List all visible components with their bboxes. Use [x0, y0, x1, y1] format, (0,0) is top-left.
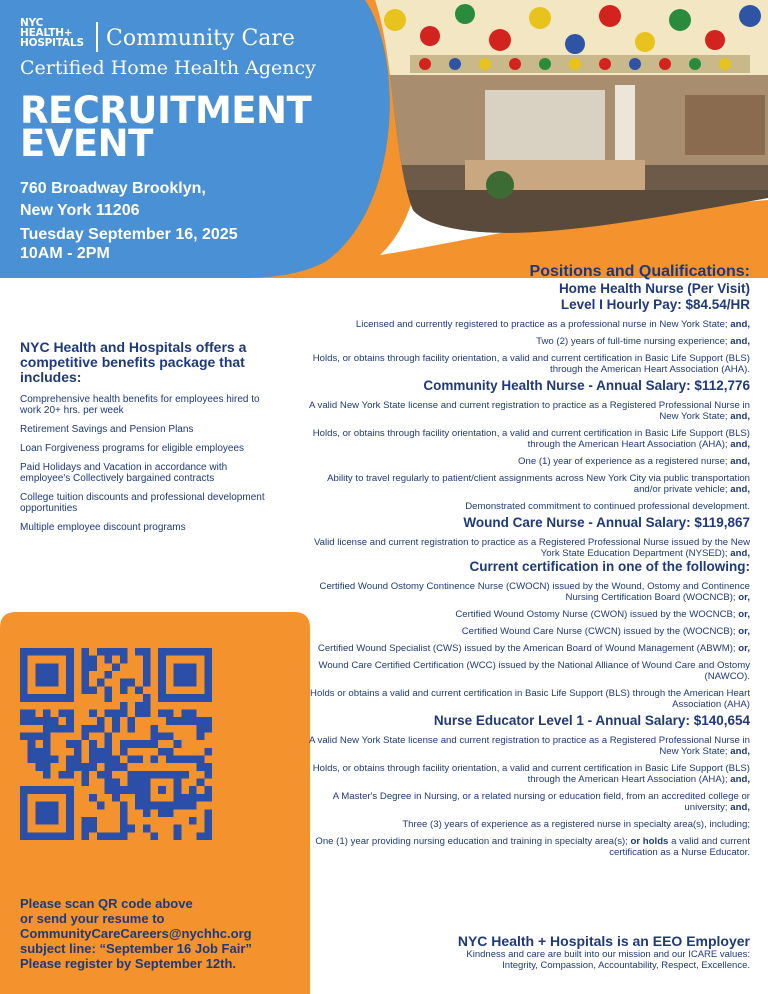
benefit-item: Retirement Savings and Pension Plans [20, 424, 194, 435]
qualification: Holds or obtains a valid and current certification in Basic Life Support (BLS) through the American Heart Association (AHA) [310, 688, 750, 710]
nyc-health-hospitals-logo [20, 18, 84, 48]
eeo-statement [420, 933, 750, 971]
benefit-item: Paid Holidays and Vacation in accordance with employee's Collectively bargained contracts [20, 462, 228, 484]
event-address [20, 178, 206, 222]
wound-care-nurse-title: Wound Care Nurse - Annual Salary: $119,867 [463, 515, 750, 530]
qualification: A Master's Degree in Nursing, or a related nursing or education field, from an accredited college or university; and, [332, 791, 750, 813]
qualification: Holds, or obtains through facility orientation, a valid and current certification in Basic Life Support (BLS) through the American Heart Association (AHA); and, [312, 763, 750, 785]
event-title-line: EVENT [20, 122, 153, 165]
positions-heading: Positions and Qualifications: [529, 263, 750, 280]
qualification: Two (2) years of full-time nursing experience; and, [536, 336, 750, 347]
event-title [20, 89, 312, 165]
cta-line: Please register by September 12th. [20, 956, 237, 971]
eeo-text: Kindness and care are built into our mission and our ICARE values: [466, 949, 750, 960]
qualification: Certified Wound Ostomy Continence Nurse (CWOCN) issued by the Wound, Ostomy and Continence Nursing Certification Board (WOCNCB); or, [319, 581, 750, 603]
event-time: 10AM - 2PM [20, 245, 110, 262]
logo-line: HEALTH+ [20, 27, 73, 39]
cta-line: subject line: “September 16 Job Fair” [20, 941, 252, 956]
qualification: Certified Wound Specialist (CWS) issued by the American Board of Wound Management (ABWM); or, [317, 643, 750, 654]
logo-line: HOSPITALS [20, 37, 84, 49]
nurse-educator-title: Nurse Educator Level 1 - Annual Salary: $140,654 [433, 713, 750, 728]
qualification: One (1) year providing nursing education and training in specialty area(s); or holds a valid and current certification as a Nurse Educator. [315, 836, 750, 858]
qualification: Holds, or obtains through facility orientation, a valid and current certification in Basic Life Support (BLS) through the American Heart Association (AHA). [312, 353, 750, 375]
qualification: Three (3) years of experience as a registered nurse in specialty area(s), including; [402, 819, 750, 830]
benefit-item: Comprehensive health benefits for employees hired to work 20+ hrs. per week [20, 394, 260, 416]
qualification: Licensed and currently registered to practice as a professional nurse in New York State; and, [355, 319, 750, 330]
qualification: A valid New York State license and current registration to practice as a Registered Professional Nurse in New York State; and, [308, 735, 750, 757]
home-health-nurse-title: Home Health Nurse (Per Visit) [558, 281, 750, 296]
cta-line: or send your resume to [20, 911, 165, 926]
qualification: Wound Care Certified Certification (WCC) issued by the National Alliance of Wound Care and Ostomy (NAWCO). [318, 660, 750, 682]
address-line: 760 Broadway Brooklyn, [20, 180, 206, 197]
logo-agency-name: Certified Home Health Agency [20, 57, 316, 79]
benefit-item: Loan Forgiveness programs for eligible employees [20, 443, 245, 454]
qualification: Valid license and current registration to practice as a Registered Professional Nurse issued by the New York State Education Department (NYSED); and, [313, 537, 750, 559]
community-health-nurse-title: Community Health Nurse - Annual Salary: $112,776 [423, 378, 750, 393]
eeo-text: Integrity, Compassion, Accountability, Respect, Excellence. [502, 960, 750, 971]
event-datetime [20, 225, 238, 263]
contact-email-link[interactable]: CommunityCareCareers@nychhc.org [20, 926, 252, 941]
qualification: Ability to travel regularly to patient/client assignments across New York City via public transportation and/or private vehicle; and, [327, 473, 750, 495]
event-title-line: RECRUITMENT [20, 89, 312, 132]
benefit-item: College tuition discounts and professional development opportunities [20, 492, 265, 514]
positions-section [305, 262, 750, 858]
qualification: One (1) year of experience as a registered nurse; and, [518, 456, 750, 467]
qualification: Certified Wound Care Nurse (CWCN) issued by the (WOCNCB); or, [461, 626, 750, 637]
event-date: Tuesday September 16, 2025 [20, 226, 238, 243]
logo-line: NYC [20, 17, 44, 29]
benefits-heading: NYC Health and Hospitals offers a competitive benefits package that includes: [20, 339, 247, 385]
qualification: A valid New York State license and current registration to practice as a Registered Professional Nurse in New York State; and, [308, 400, 750, 422]
lobby-photo [355, 0, 768, 238]
eeo-heading: NYC Health + Hospitals is an EEO Employer [457, 933, 750, 949]
address-line: New York 11206 [20, 202, 140, 219]
qr-code[interactable] [20, 648, 212, 840]
qualification: Demonstrated commitment to continued professional development. [465, 501, 750, 512]
logo-community-care: Community Care [106, 26, 295, 51]
logo-divider [96, 22, 98, 52]
qualification: Certified Wound Ostomy Nurse (CWON) issued by the WOCNCB; or, [455, 609, 750, 620]
cta-line: Please scan QR code above [20, 896, 193, 911]
benefits-section [20, 340, 270, 541]
call-to-action [20, 896, 300, 971]
benefit-item: Multiple employee discount programs [20, 522, 186, 533]
certification-heading: Current certification in one of the following: [469, 559, 750, 574]
qualification: Holds, or obtains through facility orientation, a valid and current certification in Basic Life Support (BLS) through the American Heart Association (AHA); and, [312, 428, 750, 450]
home-health-nurse-pay: Level I Hourly Pay: $84.54/HR [560, 297, 750, 312]
